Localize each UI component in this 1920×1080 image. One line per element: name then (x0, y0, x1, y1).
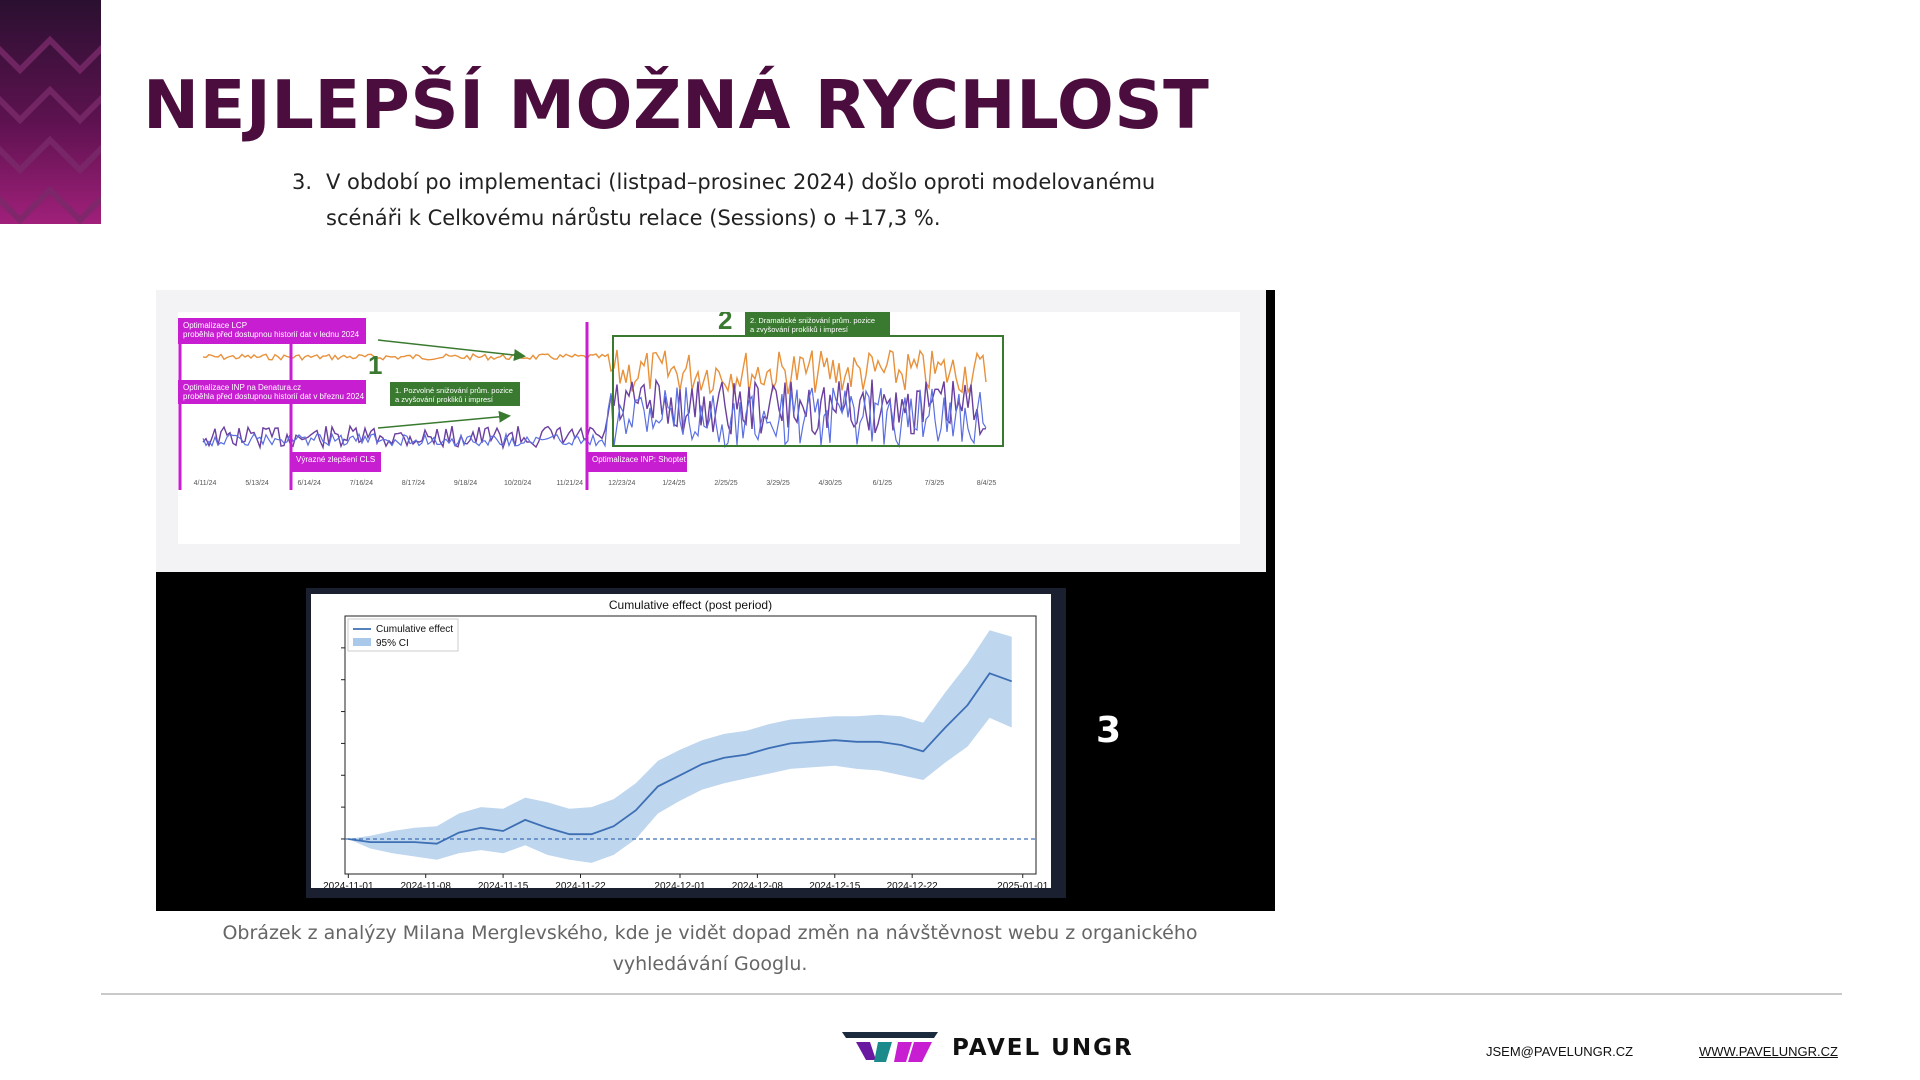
timeline-date-label: 2/25/25 (714, 480, 738, 487)
x-tick-label: 2024-12-01 (654, 881, 706, 888)
timeline-date-label: 7/16/24 (349, 480, 373, 487)
legend-ci-label: 95% CI (376, 638, 409, 649)
timeline-date-label: 9/18/24 (453, 480, 478, 487)
x-tick-label: 2024-11-22 (555, 881, 606, 888)
slide-title: NEJLEPŠÍ MOŽNÁ RYCHLOST (143, 66, 1210, 144)
inp-shoptet-label (587, 452, 687, 472)
phase1-label (390, 382, 520, 406)
phase2-label-text: 2. Dramatické snižování prům. pozice (750, 316, 876, 325)
phase1-label-text: 1. Pozvolné snižování prům. pozice (395, 386, 513, 395)
inp-label (178, 380, 366, 404)
brand-name: PAVEL UNGR (952, 1035, 1134, 1061)
phase1-arrow-lower (378, 416, 508, 428)
x-tick-label: 2024-12-15 (809, 881, 861, 888)
point-text: V období po implementaci (listpad–prosinec 2024) došlo oproti modelovanému scénáři k Celkovému nárůstu relace (Sessions) o +17,3 %. (326, 170, 1156, 230)
brand-mark-icon (842, 1030, 938, 1066)
chevron-pattern-icon (0, 0, 101, 224)
timeline-panel (156, 290, 1266, 572)
lcp-label (178, 318, 366, 344)
brand-logo (842, 1030, 1134, 1066)
timeline-chart (178, 312, 1240, 544)
corner-decoration (0, 0, 101, 224)
phase1-label-text: a zvyšování prokliků i impresí (395, 395, 493, 404)
figure-marker: 3 (1096, 710, 1122, 751)
chart-title: Cumulative effect (post period) (608, 598, 773, 612)
lcp-label-text: Optimalizace LCP (183, 321, 248, 330)
timeline-chart-area (178, 312, 1240, 544)
x-tick-label: 2025-01-01 (997, 881, 1049, 888)
inp-label-text: proběhla před dostupnou historií dat v březnu 2024 (183, 392, 365, 401)
timeline-date-label: 4/30/25 (818, 480, 842, 487)
effect-chart-panel (311, 594, 1051, 888)
x-tick-label: 2024-11-08 (400, 881, 451, 888)
legend-effect-label: Cumulative effect (376, 624, 454, 635)
x-tick-label: 2024-11-01 (323, 881, 374, 888)
chart-legend (348, 619, 458, 651)
timeline-date-label: 11/21/24 (556, 480, 584, 487)
timeline-date-label: 6/1/25 (872, 480, 893, 487)
x-tick-label: 2024-12-08 (731, 881, 783, 888)
timeline-date-label: 8/4/25 (976, 480, 997, 487)
cumulative-effect-chart (311, 594, 1051, 888)
timeline-date-label: 3/29/25 (766, 480, 790, 487)
timeline-date-label: 6/14/24 (297, 480, 321, 487)
phase1-arrow-upper (378, 340, 523, 356)
cls-label-text: Výrazné zlepšení CLS (296, 455, 376, 464)
x-tick-label: 2024-12-22 (886, 881, 938, 888)
phase2-label-text: a zvyšování prokliků i impresí (750, 325, 848, 334)
website-link[interactable]: WWW.PAVELUNGR.CZ (1699, 1044, 1838, 1059)
x-tick-label: 2024-11-15 (477, 881, 529, 888)
cls-label (291, 452, 381, 472)
analysis-figure (156, 290, 1275, 911)
timeline-date-label: 12/23/24 (608, 480, 636, 487)
inp-label-text: Optimalizace INP na Denatura.cz (183, 383, 302, 392)
timeline-date-label: 10/20/24 (503, 480, 532, 487)
figure-caption: Obrázek z analýzy Milana Merglevského, kde je vidět dopad změn na návštěvnost webu z organického vyhledávání Googlu. (222, 922, 1198, 975)
footer-divider (101, 993, 1842, 995)
legend-ci-swatch (353, 638, 371, 646)
email-link[interactable]: JSEM@PAVELUNGR.CZ (1486, 1044, 1634, 1059)
inp-shoptet-label-text: Optimalizace INP: Shoptet (592, 455, 686, 464)
numbered-point (292, 164, 1192, 236)
timeline-date-label: 7/3/25 (924, 480, 945, 487)
phase1-number: 1 (368, 350, 383, 380)
timeline-date-label: 8/17/24 (401, 480, 426, 487)
phase2-label (745, 312, 890, 336)
point-number: 3. (292, 170, 313, 194)
timeline-date-label: 4/11/24 (193, 480, 217, 487)
timeline-date-label: 1/24/25 (662, 480, 686, 487)
lcp-label-text: proběhla před dostupnou historií dat v lednu 2024 (183, 330, 360, 339)
timeline-date-label: 5/13/24 (245, 480, 269, 487)
ci-band (348, 630, 1011, 863)
phase2-number: 2 (718, 312, 733, 335)
